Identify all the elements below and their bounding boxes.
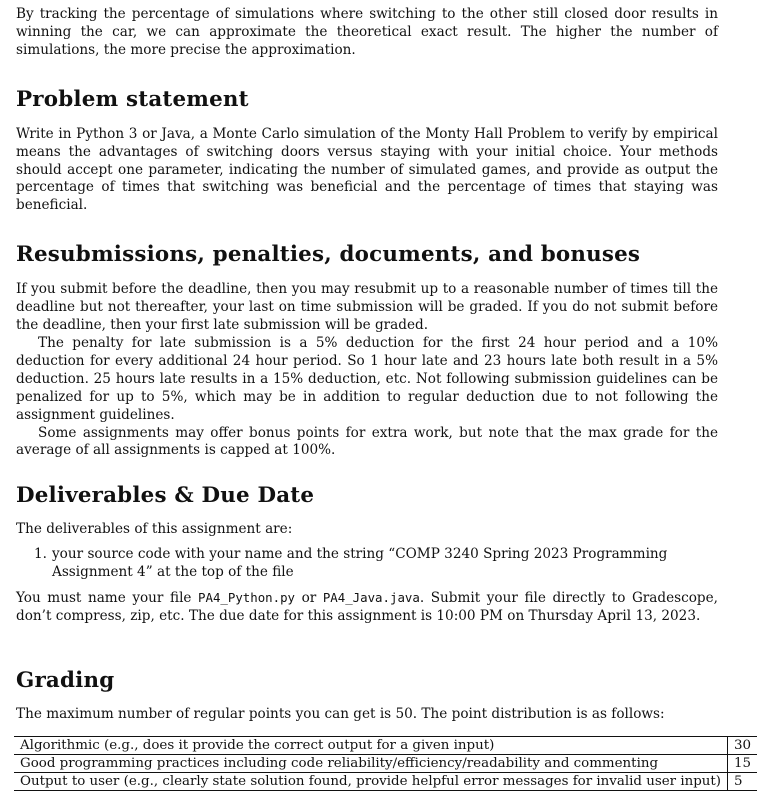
java-filename: PA4_Java.java	[322, 590, 420, 606]
naming-text-post: . Submit your file directly to Gradescope, don’t compress, zip, etc. The due date for this assignment is 10:00 PM on Thursday April 13, 2023.	[16, 590, 718, 624]
table-row	[14, 772, 757, 790]
intro-paragraph: By tracking the percentage of simulations where switching to the other still closed door results in winning the car, we can approximate the theoretical exact result. The higher the number of simulations, the more precise the approximation.	[16, 6, 718, 58]
resubmissions-paragraph-3: Some assignments may offer bonus points for extra work, but note that the max grade for the average of all assignments is capped at 100%.	[16, 424, 718, 459]
resubmissions-paragraph-1: If you submit before the deadline, then you may resubmit up to a reasonable number of times till the deadline but not thereafter, your last on time submission will be graded. If you do not submit before the deadline, then your first late submission will be graded.	[16, 281, 718, 334]
criterion-cell: Good programming practices including code reliability/efficiency/readability and commenting	[20, 755, 659, 771]
list-item	[16, 546, 718, 582]
deliverables-intro: The deliverables of this assignment are:	[16, 521, 293, 538]
table-row	[14, 754, 757, 772]
deliverables-naming-paragraph	[16, 589, 718, 626]
document-page	[16, 6, 752, 791]
python-filename: PA4_Python.py	[198, 590, 296, 606]
table-row	[14, 736, 757, 754]
naming-text-or: or	[295, 590, 323, 607]
points-cell: 5	[728, 772, 757, 790]
list-item-number: 1.	[34, 546, 47, 563]
deliverables-heading: Deliverables & Due Date	[16, 483, 315, 509]
resubmissions-paragraph-2: The penalty for late submission is a 5% deduction for the first 24 hour period and a 10% deduction for every additional 24 hour period. So 1 hour late and 23 hours late both result in a 5% deduction. 25 hours late results in a 15% deduction, etc. Not following submission guidelines can be penalized for up to 5%, which may be in addition to regular deduction due to not following the assignment guidelines.	[16, 334, 718, 423]
naming-text-pre: You must name your file	[16, 590, 199, 607]
grading-intro: The maximum number of regular points you can get is 50. The point distribution is as follows:	[16, 705, 665, 722]
deliverables-list	[16, 546, 718, 582]
resubmissions-heading: Resubmissions, penalties, documents, and bonuses	[16, 242, 641, 268]
points-cell: 15	[728, 754, 757, 772]
criterion-cell: Algorithmic (e.g., does it provide the correct output for a given input)	[20, 737, 495, 753]
grading-heading: Grading	[16, 667, 115, 693]
list-item-text: your source code with your name and the string “COMP 3240 Spring 2023 Programming Assignment 4” at the top of the file	[52, 546, 668, 581]
grading-table	[14, 736, 757, 791]
problem-statement-heading: Problem statement	[16, 86, 249, 112]
problem-statement-paragraph: Write in Python 3 or Java, a Monte Carlo simulation of the Monty Hall Problem to verify by empirical means the advantages of switching doors versus staying with your initial choice. Your methods should accept one parameter, indicating the number of simulated games, and provide as output the percentage of times that switching was beneficial and the percentage of times that staying was beneficial.	[16, 125, 718, 214]
points-cell: 30	[728, 736, 757, 754]
criterion-cell: Output to user (e.g., clearly state solution found, provide helpful error messages for invalid user input)	[20, 773, 722, 789]
